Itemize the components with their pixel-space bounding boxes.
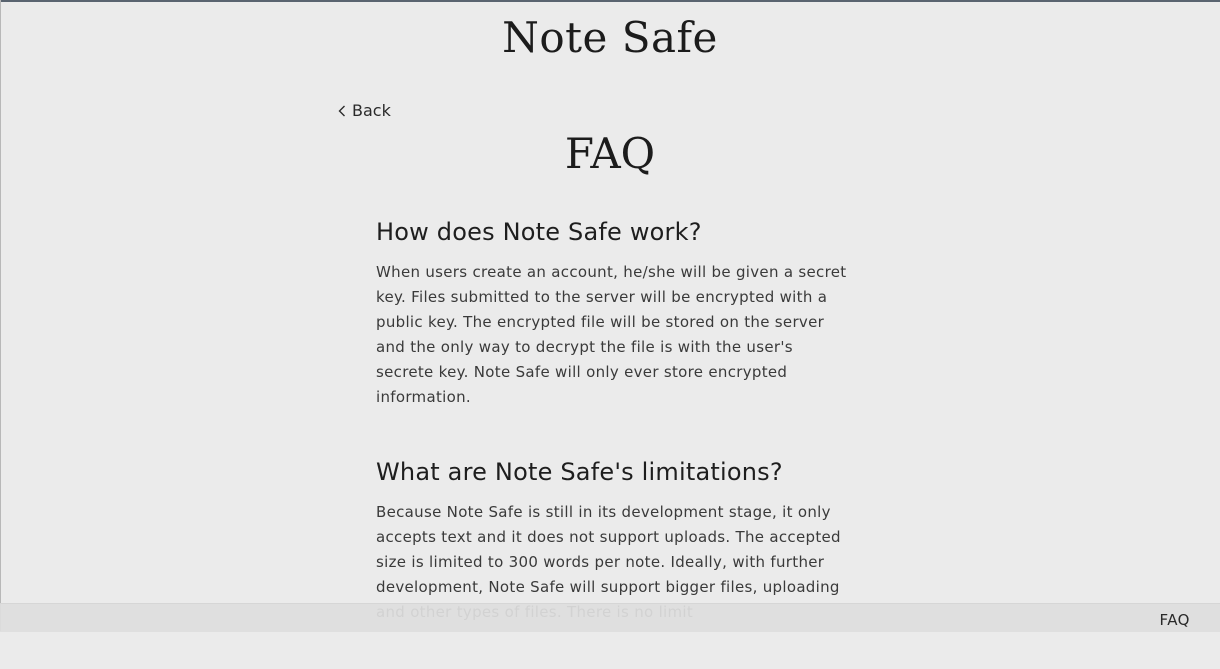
window-left-border [0, 0, 1, 631]
window-top-border [0, 0, 1220, 2]
faq-question: How does Note Safe work? [376, 218, 702, 246]
faq-question: What are Note Safe's limitations? [376, 458, 783, 486]
faq-item [376, 454, 852, 625]
chevron-left-icon [338, 105, 346, 117]
faq-item [376, 214, 852, 410]
footer-bar [0, 603, 1220, 632]
faq-answer: Because Note Safe is still in its development stage, it only accepts text and it does not support uploads. The accepted size is limited to 300 words per note. Ideally, with further development, Note Safe will support bigger files, uploading [376, 503, 841, 596]
site-title: Note Safe [502, 13, 718, 62]
faq-answer: When users create an account, he/she will be given a secret key. Files submitted to the server will be encrypted with a public key. The encrypted file will be stored on the server and the only way to decrypt the file is with the user's secrete key. Note Safe will only ever store encrypted information. [376, 263, 847, 406]
faq-content [376, 214, 852, 669]
page-title: FAQ [564, 129, 656, 178]
back-link[interactable] [338, 100, 391, 122]
back-link-label: Back [352, 101, 391, 120]
footer-faq-link[interactable]: FAQ [1159, 611, 1190, 629]
